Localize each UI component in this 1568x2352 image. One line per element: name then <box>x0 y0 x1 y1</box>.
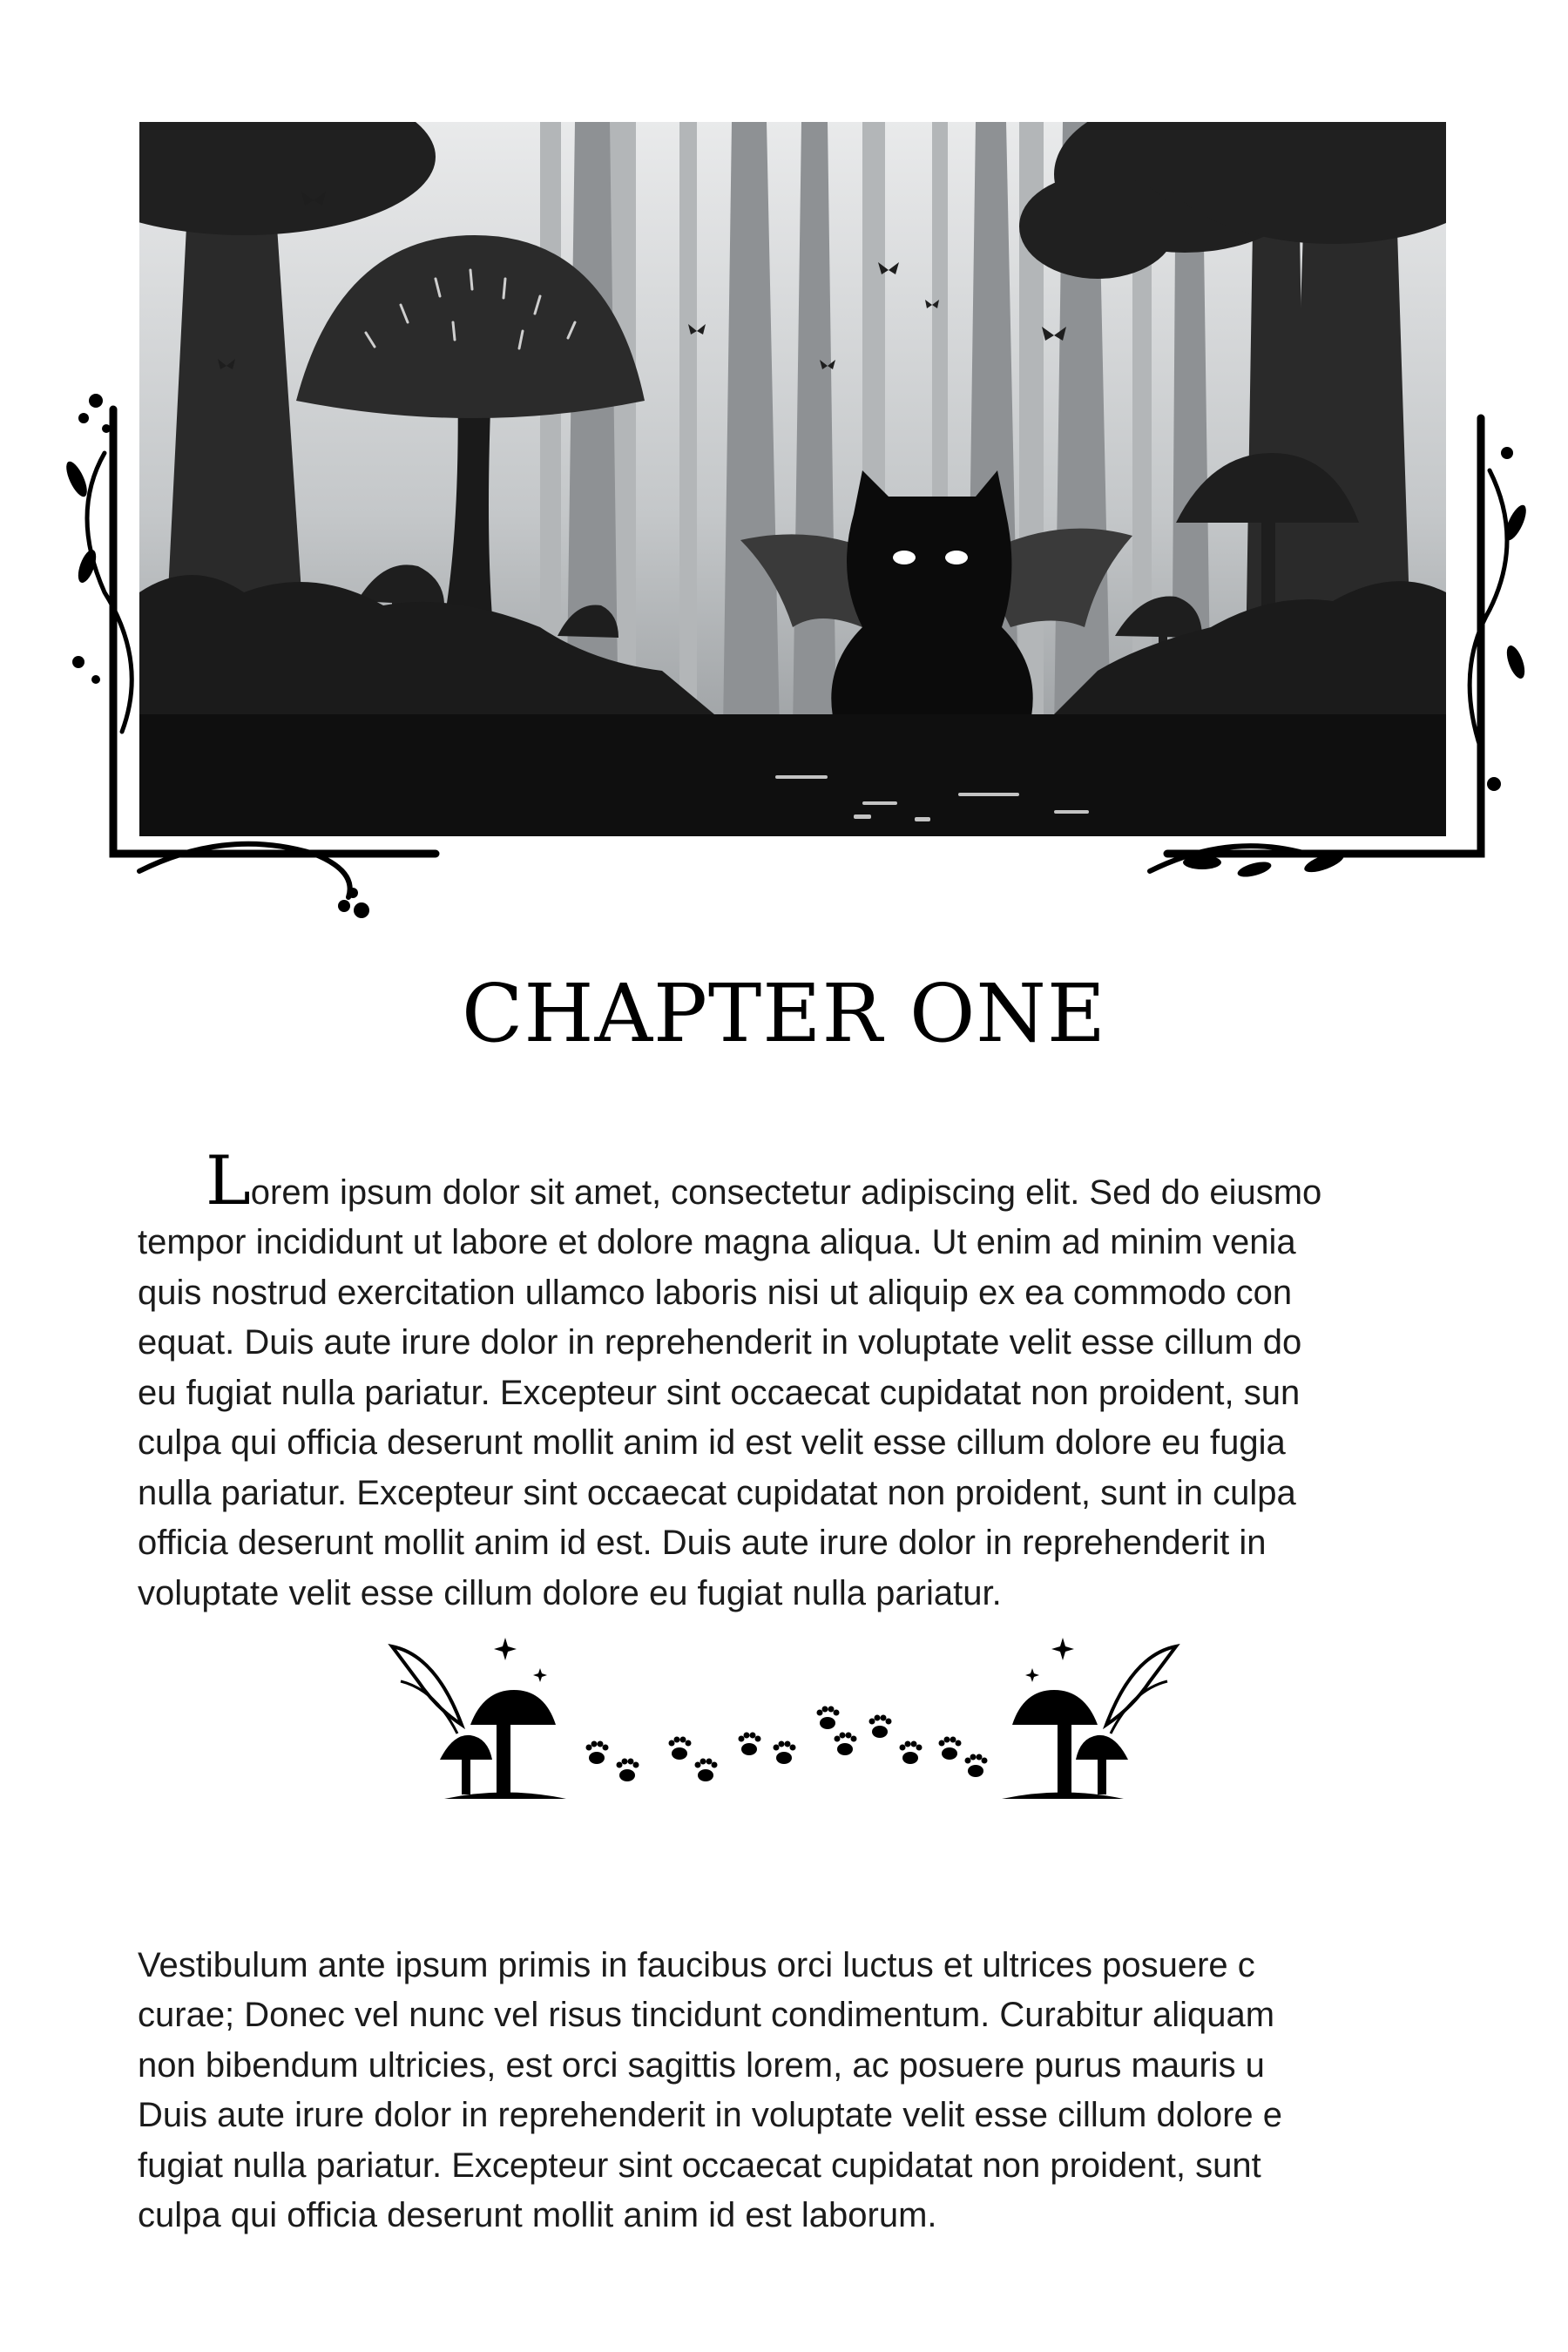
paragraph-line: nulla pariatur. Excepteur sint occaecat cupidatat non proident, sunt in culpa <box>138 1473 1296 1512</box>
paragraph-line: culpa qui officia deserunt mollit anim id est laborum. <box>138 2196 937 2234</box>
paragraph-line: culpa qui officia deserunt mollit anim id est velit esse cillum dolore eu fugia <box>138 1423 1286 1462</box>
chapter-illustration <box>52 105 1533 923</box>
body-paragraph-2 <box>138 1890 1436 2291</box>
paragraph-line: equat. Duis aute irure dolor in reprehenderit in voluptate velit esse cillum do <box>138 1323 1302 1362</box>
paw-print-icon <box>586 1707 988 1782</box>
chapter-title: CHAPTER ONE <box>461 967 1107 1060</box>
paragraph-line: officia deserunt mollit anim id est. Duis aute irure dolor in reprehenderit in <box>138 1524 1267 1562</box>
paragraph-line: quis nostrud exercitation ullamco laboris nisi ut aliquip ex ea commodo con <box>138 1273 1293 1312</box>
paragraph-line: Vestibulum ante ipsum primis in faucibus orci luctus et ultrices posuere c <box>138 1945 1255 1984</box>
paragraph-line: tempor incididunt ut labore et dolore magna aliqua. Ut enim ad minim venia <box>138 1223 1296 1261</box>
winged-mushroom-icon <box>1002 1646 1176 1799</box>
paragraph-line: curae; Donec vel nunc vel risus tincidunt condimentum. Curabitur aliquam <box>138 1996 1275 2034</box>
paragraph-line: non bibendum ultricies, est orci sagittis lorem, ac posuere purus mauris u <box>138 2045 1265 2085</box>
section-divider <box>383 1620 1185 1821</box>
paragraph-line: voluptate velit esse cillum dolore eu fugiat nulla pariatur. <box>138 1573 1002 1612</box>
drop-cap: L <box>206 1141 251 1220</box>
sparkle-icon <box>494 1638 1074 1682</box>
paragraph-line: Duis aute irure dolor in reprehenderit in voluptate velit esse cillum dolore e <box>138 2096 1283 2134</box>
paragraph-line: eu fugiat nulla pariatur. Excepteur sint occaecat cupidatat non proident, sun <box>138 1373 1301 1412</box>
body-paragraph-1 <box>138 1113 1436 1669</box>
paragraph-line: Lorem ipsum dolor sit amet, consectetur adipiscing elit. Sed do eiusmo <box>206 1141 1322 1220</box>
paragraph-line: fugiat nulla pariatur. Excepteur sint occaecat cupidatat non proident, sunt <box>138 2146 1261 2185</box>
forest-scene <box>52 105 1507 836</box>
